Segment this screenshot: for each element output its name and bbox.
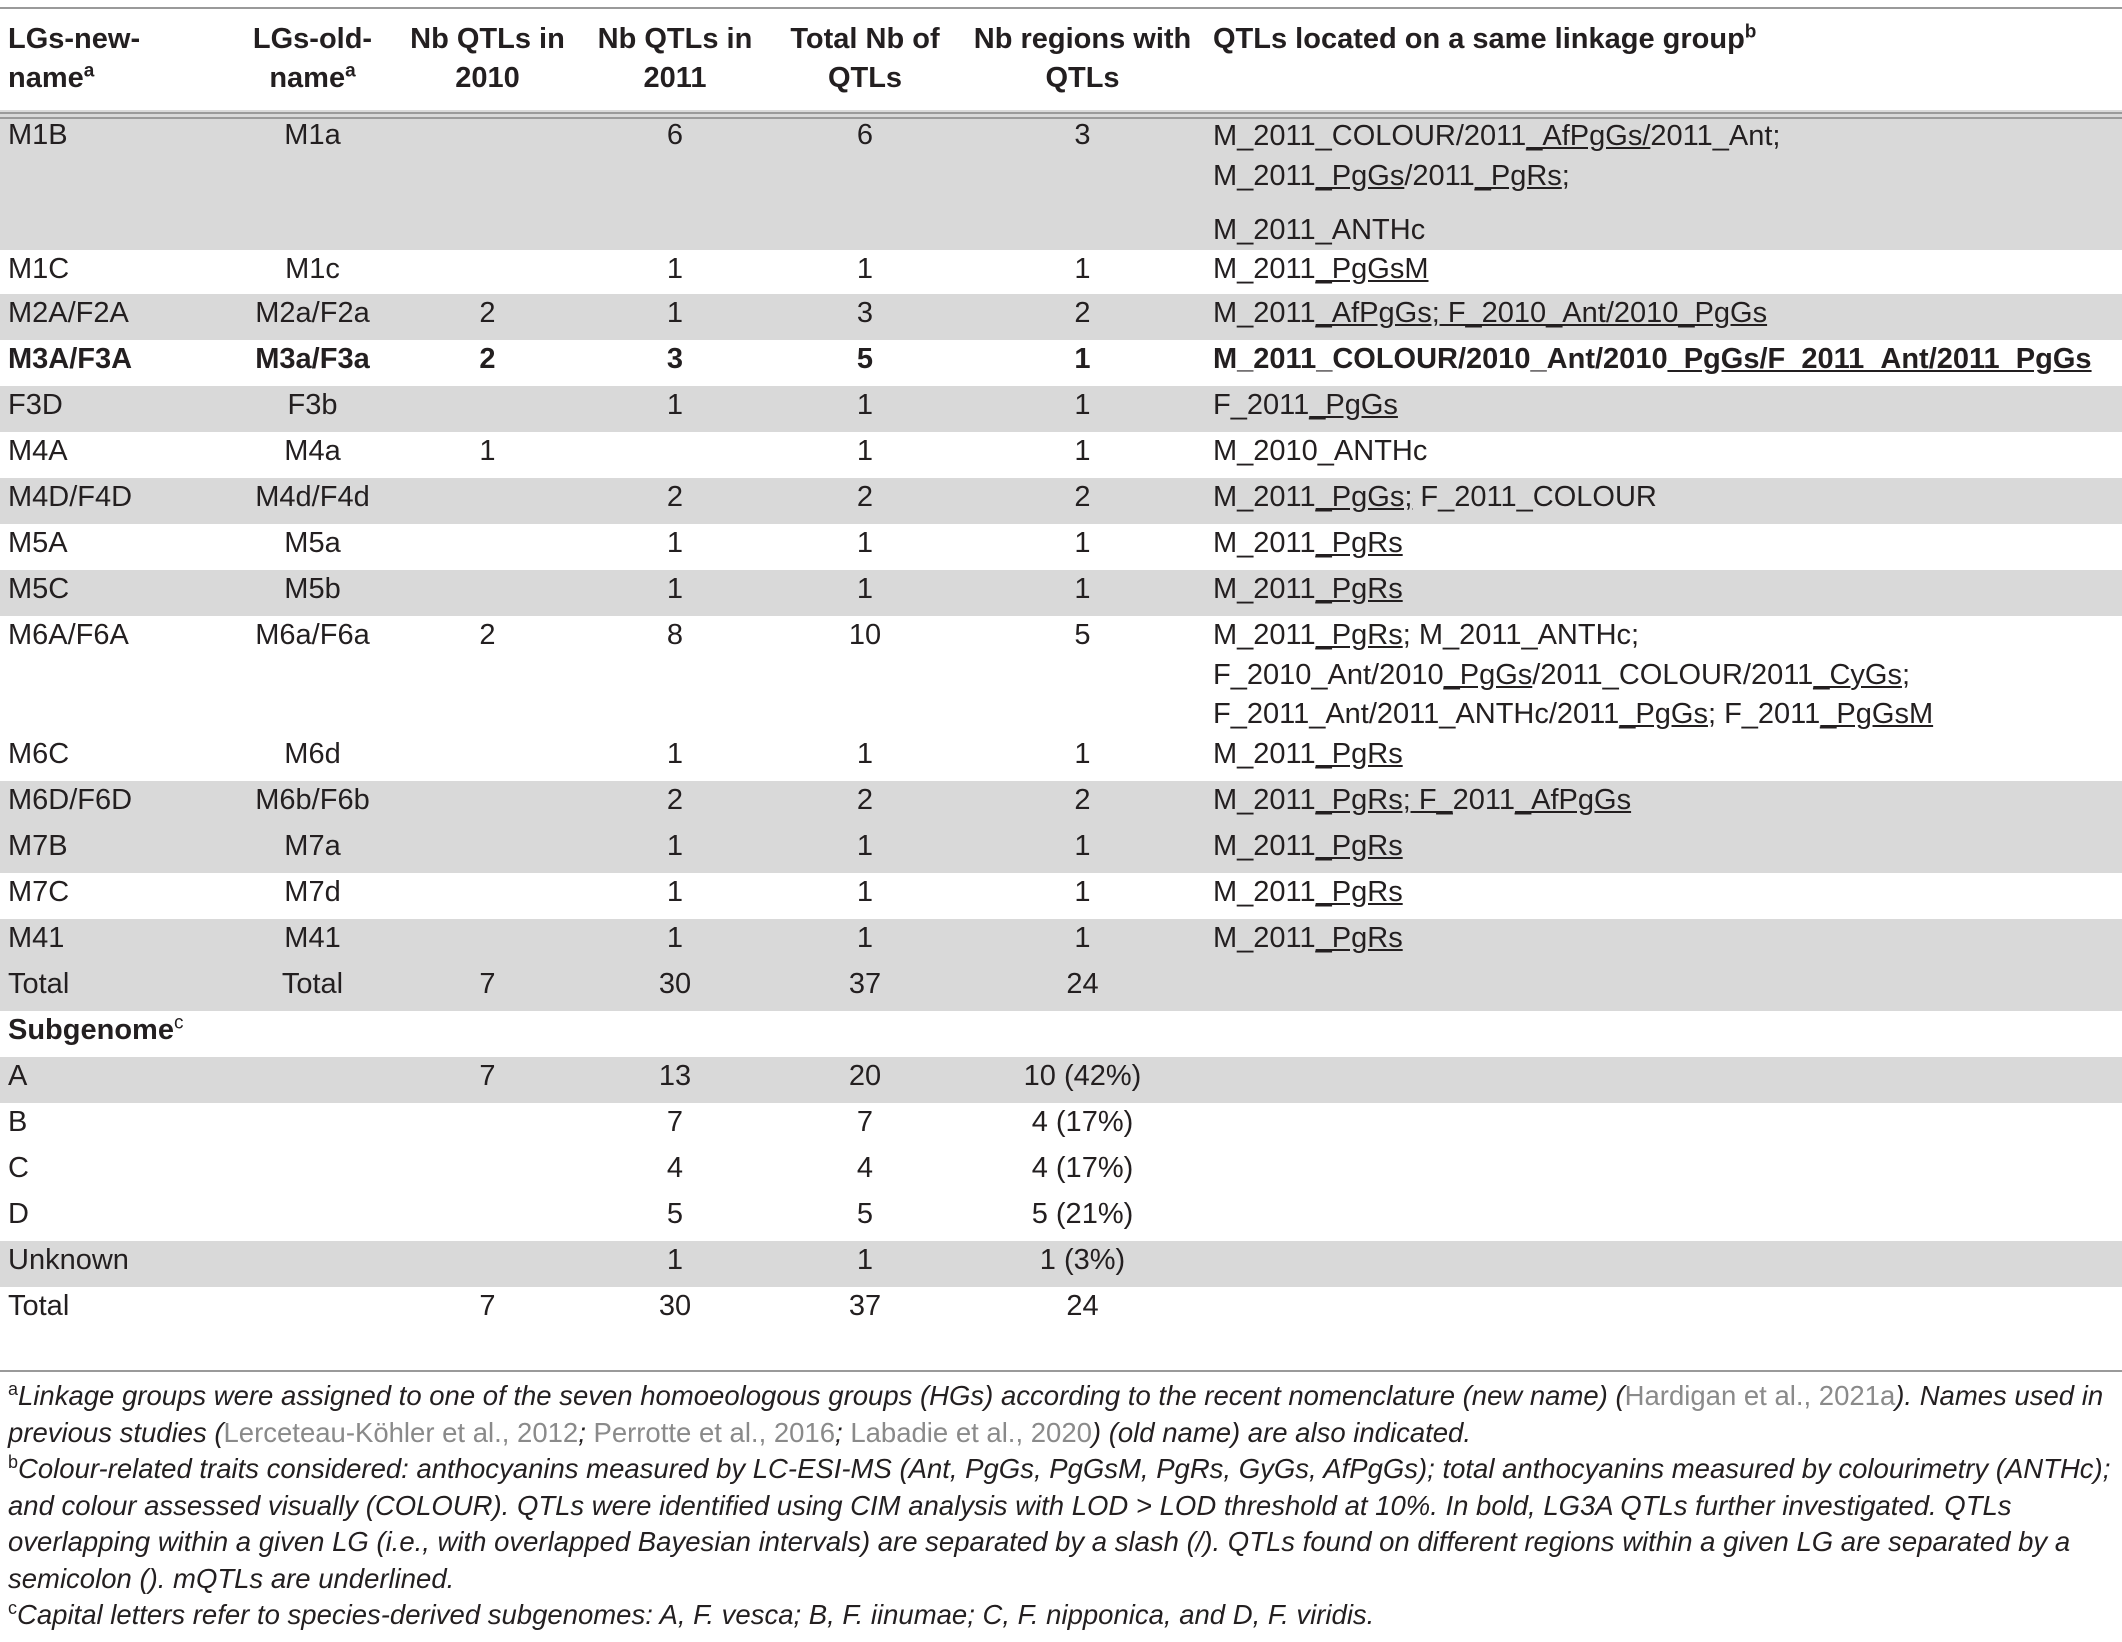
cell-qtls: M_2011_PgRs; F_2011_AfPgGs [1213,783,1632,816]
cell-old: M5a [284,527,341,559]
cell-new: M7B [8,829,68,862]
citation-link[interactable]: Hardigan et al., 2021a [1624,1380,1896,1411]
cell-total: 2 [856,783,874,816]
cell-total: 7 [856,1105,874,1138]
cell-2010 [395,250,580,294]
cell-regions: 5 (21%) [1031,1197,1134,1230]
table-row [0,524,2122,570]
cell-2011: 1 [666,829,684,862]
cell-2010: 7 [479,967,496,1000]
cell-subgenome: A [8,1059,28,1092]
cell-regions: 24 [1066,967,1099,1000]
cell-2010 [395,110,580,250]
cell-2010 [395,524,580,570]
cell-2010 [395,570,580,616]
footnote-c: $^c$Capital letters refer to species-derived subgenomes: A, F. vesca; B, F. iinumae; C, F. nipponica, and D, F. viridis. [8,1597,1375,1630]
subgenome-row [0,1057,2122,1103]
cell-2011: 1 [666,573,684,605]
cell-total: 1 [856,875,874,908]
cell-old: M2a/F2a [255,297,370,329]
citation-link[interactable]: Labadie et al., 2020 [850,1416,1092,1448]
cell-new: M3A/F3A [8,343,133,375]
header-lgs-old-name: LGs-old-name$^a$ [252,23,373,94]
citation-link[interactable]: Lerceteau-Köhler et al., 2012 [223,1416,579,1448]
cell-2011: 1 [666,1243,684,1276]
cell-new: M1C [8,253,70,285]
table-header [0,16,2122,110]
cell-new: M41 [8,921,65,954]
cell-qtls: M_2011_PgGs; F_2011_COLOUR [1213,481,1657,513]
cell-2010 [395,1103,580,1149]
cell-total: 1 [856,573,874,605]
cell-old: M7d [284,875,341,908]
cell-qtls: M_2011_AfPgGs; F_2010_Ant/2010_PgGs [1213,297,1768,329]
cell-old: M6b/F6b [255,783,370,816]
cell-subgenome: B [8,1105,28,1138]
cell-regions: 4 (17%) [1031,1105,1134,1138]
table-row [0,873,2122,919]
qtl-table [0,16,2122,1333]
cell-empty [230,1287,395,1333]
cell-2011: 4 [666,1151,684,1184]
cell-new: M2A/F2A [8,297,129,329]
cell-2011: 13 [658,1059,692,1092]
cell-2011: 2 [666,783,684,816]
cell-2010 [395,735,580,781]
cell-old: M7a [284,829,341,862]
subgenome-title: Subgenome$^c$ [8,1011,184,1046]
cell-2011: 30 [658,967,692,1000]
cell-qtls: M_2011_PgRs; M_2011_ANTHc; F_2010_Ant/2010_PgGs/2011_COLOUR/2011_CyGs; F_2011_Ant/2011_ANTHc/2011_PgGs; F_2011_PgGsM [1213,619,1934,730]
cell-regions: 24 [1066,1289,1099,1322]
cell-regions: 4 (17%) [1031,1151,1134,1184]
cell-regions: 1 [1074,389,1091,421]
cell-2011 [580,432,770,478]
cell-2010 [395,873,580,919]
cell-2010 [395,919,580,965]
cell-new: M6D/F6D [8,783,133,816]
cell-2011: 1 [666,875,684,908]
cell-2011: 1 [666,921,684,954]
cell-2011: 3 [666,343,684,375]
bottom-rule [0,1370,2122,1372]
cell-total: 3 [856,297,874,329]
cell-old: M4d/F4d [255,481,370,513]
cell-total: 1 [856,921,874,954]
cell-2010 [395,827,580,873]
cell-2010 [395,386,580,432]
header-nb-qtls-2010: Nb QTLs in 2010 [410,23,565,94]
cell-2010: 2 [479,297,496,329]
cell-qtls: M_2011_PgRs [1213,875,1403,908]
cell-regions: 5 [1074,619,1091,651]
cell-empty [230,1149,395,1195]
cell-regions: 1 [1074,921,1091,954]
cell-new: M6A/F6A [8,619,129,651]
table-row [0,432,2122,478]
cell-old: M1a [284,119,341,151]
cell-2011: 2 [666,481,684,513]
table-row-total [0,965,2122,1011]
cell-2010: 2 [479,343,496,375]
cell-qtls: M_2011_PgRs [1213,829,1403,862]
table-row [0,827,2122,873]
cell-qtls: M_2010_ANTHc [1213,435,1428,467]
cell-regions: 10 (42%) [1023,1059,1142,1092]
subgenome-row-total [0,1287,2122,1333]
cell-2011: 1 [666,389,684,421]
cell-regions: 1 (3%) [1039,1243,1126,1276]
header-rule [0,112,2122,114]
table-row [0,250,2122,294]
cell-2010 [395,1149,580,1195]
cell-qtls [1205,965,2122,1011]
table-row [0,386,2122,432]
cell-qtls: M_2011_COLOUR/2010_Ant/2010_PgGs/F_2011_Ant/2011_PgGs [1213,343,2092,375]
cell-regions: 1 [1074,875,1091,908]
cell-total: 1 [856,253,874,285]
citation-link[interactable]: Perrotte et al., 2016 [593,1416,836,1448]
cell-2010 [395,1195,580,1241]
cell-old: M1c [285,253,340,285]
cell-regions: 3 [1074,119,1091,151]
cell-new: M6C [8,737,70,770]
cell-empty [1205,1241,2122,1287]
cell-new: F3D [8,389,63,421]
cell-empty [1205,1195,2122,1241]
cell-old: M6a/F6a [255,619,370,651]
header-total-nb-qtls: Total Nb of QTLs [790,23,940,94]
subgenome-row [0,1195,2122,1241]
cell-old: M4a [284,435,341,467]
cell-regions: 2 [1074,297,1091,329]
cell-total: 20 [848,1059,882,1092]
cell-old: Total [281,967,344,1000]
cell-new: Total [8,967,70,1000]
cell-2011: 1 [666,253,684,285]
cell-empty [1205,1287,2122,1333]
cell-2010 [395,478,580,524]
footnotes [8,1378,2116,1634]
table-row [0,570,2122,616]
cell-subgenome: D [8,1197,29,1230]
cell-old: M3a/F3a [255,343,370,375]
cell-2011: 5 [666,1197,684,1230]
cell-total: 2 [856,481,874,513]
cell-old: M6d [284,737,341,770]
cell-2011: 6 [666,119,684,151]
cell-2011: 30 [658,1289,692,1322]
cell-regions: 2 [1074,783,1091,816]
cell-total: 1 [856,1243,874,1276]
cell-2010 [395,781,580,827]
cell-new: M5A [8,527,68,559]
cell-qtls: M_2011_PgRs [1213,737,1403,770]
table-row [0,919,2122,965]
cell-subgenome: Total [8,1289,70,1322]
cell-empty [1205,1149,2122,1195]
cell-new: M4A [8,435,68,467]
header-rule-double [0,117,2122,119]
cell-regions: 1 [1074,573,1091,605]
cell-2010 [395,1241,580,1287]
cell-regions: 1 [1074,253,1091,285]
cell-regions: 2 [1074,481,1091,513]
cell-total: 37 [848,1289,882,1322]
cell-total: 5 [856,343,874,375]
footnote-b: $^b$Colour-related traits considered: anthocyanins measured by LC-ESI-MS (Ant, PgGs, PgGsM, PgRs, GyGs, AfPgGs); total anthocyanins measured by colourimetry (ANTHc); and colour assessed visually (COLOUR). QTLs were identified using CIM analysis with LOD > LOD threshold at 10%. In bold, LG3A QTLs further investigated. QTLs overlapping within a given LG (i.e., with overlapped Bayesian intervals) are separated by a slash (/). QTLs found on different regions within a given LG are separated by a semicolon (). mQTLs are underlined. [8,1451,2111,1594]
header-lgs-new-name: LGs-new-name$^a$ [8,23,141,94]
table-row [0,340,2122,386]
header-nb-regions: Nb regions with QTLs [973,23,1192,94]
cell-total: 4 [856,1151,874,1184]
cell-total: 1 [856,389,874,421]
cell-qtls: M_2011_PgRs [1213,573,1403,605]
cell-empty [230,1057,395,1103]
cell-2010: 7 [479,1059,496,1092]
header-nb-qtls-2011: Nb QTLs in 2011 [597,23,753,94]
cell-empty [1205,1103,2122,1149]
footnote-a: $^a$Linkage groups were assigned to one of the seven homoeologous groups (HGs) according to the recent nomenclature (new name) (Hardigan et al., 2021a). Names used in previous studies (Lerceteau-Köhler et al., 2012; Perrotte et al., 2016; Labadie et al., 2020) (old name) are also indicated. [8,1378,2104,1448]
cell-total: 6 [856,119,874,151]
cell-new: M4D/F4D [8,481,133,513]
cell-qtls: M_2011_COLOUR/2011_AfPgGs/2011_Ant; M_2011_PgGs/2011_PgRs; M_2011_ANTHc [1213,120,1781,246]
table-row [0,110,2122,250]
cell-total: 1 [856,829,874,862]
table-row [0,294,2122,340]
cell-regions: 1 [1074,435,1091,467]
cell-2010: 2 [479,619,496,651]
cell-qtls: M_2011_PgRs [1213,921,1403,954]
cell-total: 10 [848,619,882,651]
cell-new: M7C [8,875,70,908]
cell-new: M5C [8,573,70,605]
cell-regions: 1 [1074,343,1091,375]
subgenome-row [0,1103,2122,1149]
cell-2011: 7 [666,1105,684,1138]
table-row [0,478,2122,524]
cell-total: 1 [856,527,874,559]
cell-2011: 1 [666,527,684,559]
subgenome-row [0,1241,2122,1287]
table-row [0,781,2122,827]
subgenome-row [0,1149,2122,1195]
cell-2011: 1 [666,737,684,770]
cell-2010: 7 [479,1289,496,1322]
cell-2011: 8 [666,619,684,651]
cell-total: 37 [848,967,882,1000]
cell-subgenome: Unknown [8,1243,129,1276]
cell-qtls: M_2011_PgRs [1213,527,1403,559]
top-rule [0,7,2122,9]
cell-qtls: M_2011_PgGsM [1213,253,1429,285]
cell-total: 5 [856,1197,874,1230]
cell-empty [230,1103,395,1149]
cell-old: M5b [284,573,341,605]
table-row [0,735,2122,781]
cell-empty [1205,1057,2122,1103]
cell-2011: 1 [666,297,684,329]
cell-qtls: F_2011_PgGs [1213,389,1398,421]
cell-regions: 1 [1074,829,1091,862]
cell-total: 1 [856,737,874,770]
cell-total: 1 [856,435,874,467]
subgenome-heading-row [0,1011,2122,1057]
cell-empty [230,1241,395,1287]
cell-new: M1B [8,119,68,151]
cell-2010: 1 [479,435,496,467]
cell-regions: 1 [1074,527,1091,559]
header-qtls-same-lg: QTLs located on a same linkage group$^b$ [1213,21,1757,55]
table-row [0,616,2122,735]
cell-old: M41 [284,921,341,954]
cell-subgenome: C [8,1151,29,1184]
cell-empty [230,1195,395,1241]
cell-regions: 1 [1074,737,1091,770]
cell-old: F3b [287,389,338,421]
